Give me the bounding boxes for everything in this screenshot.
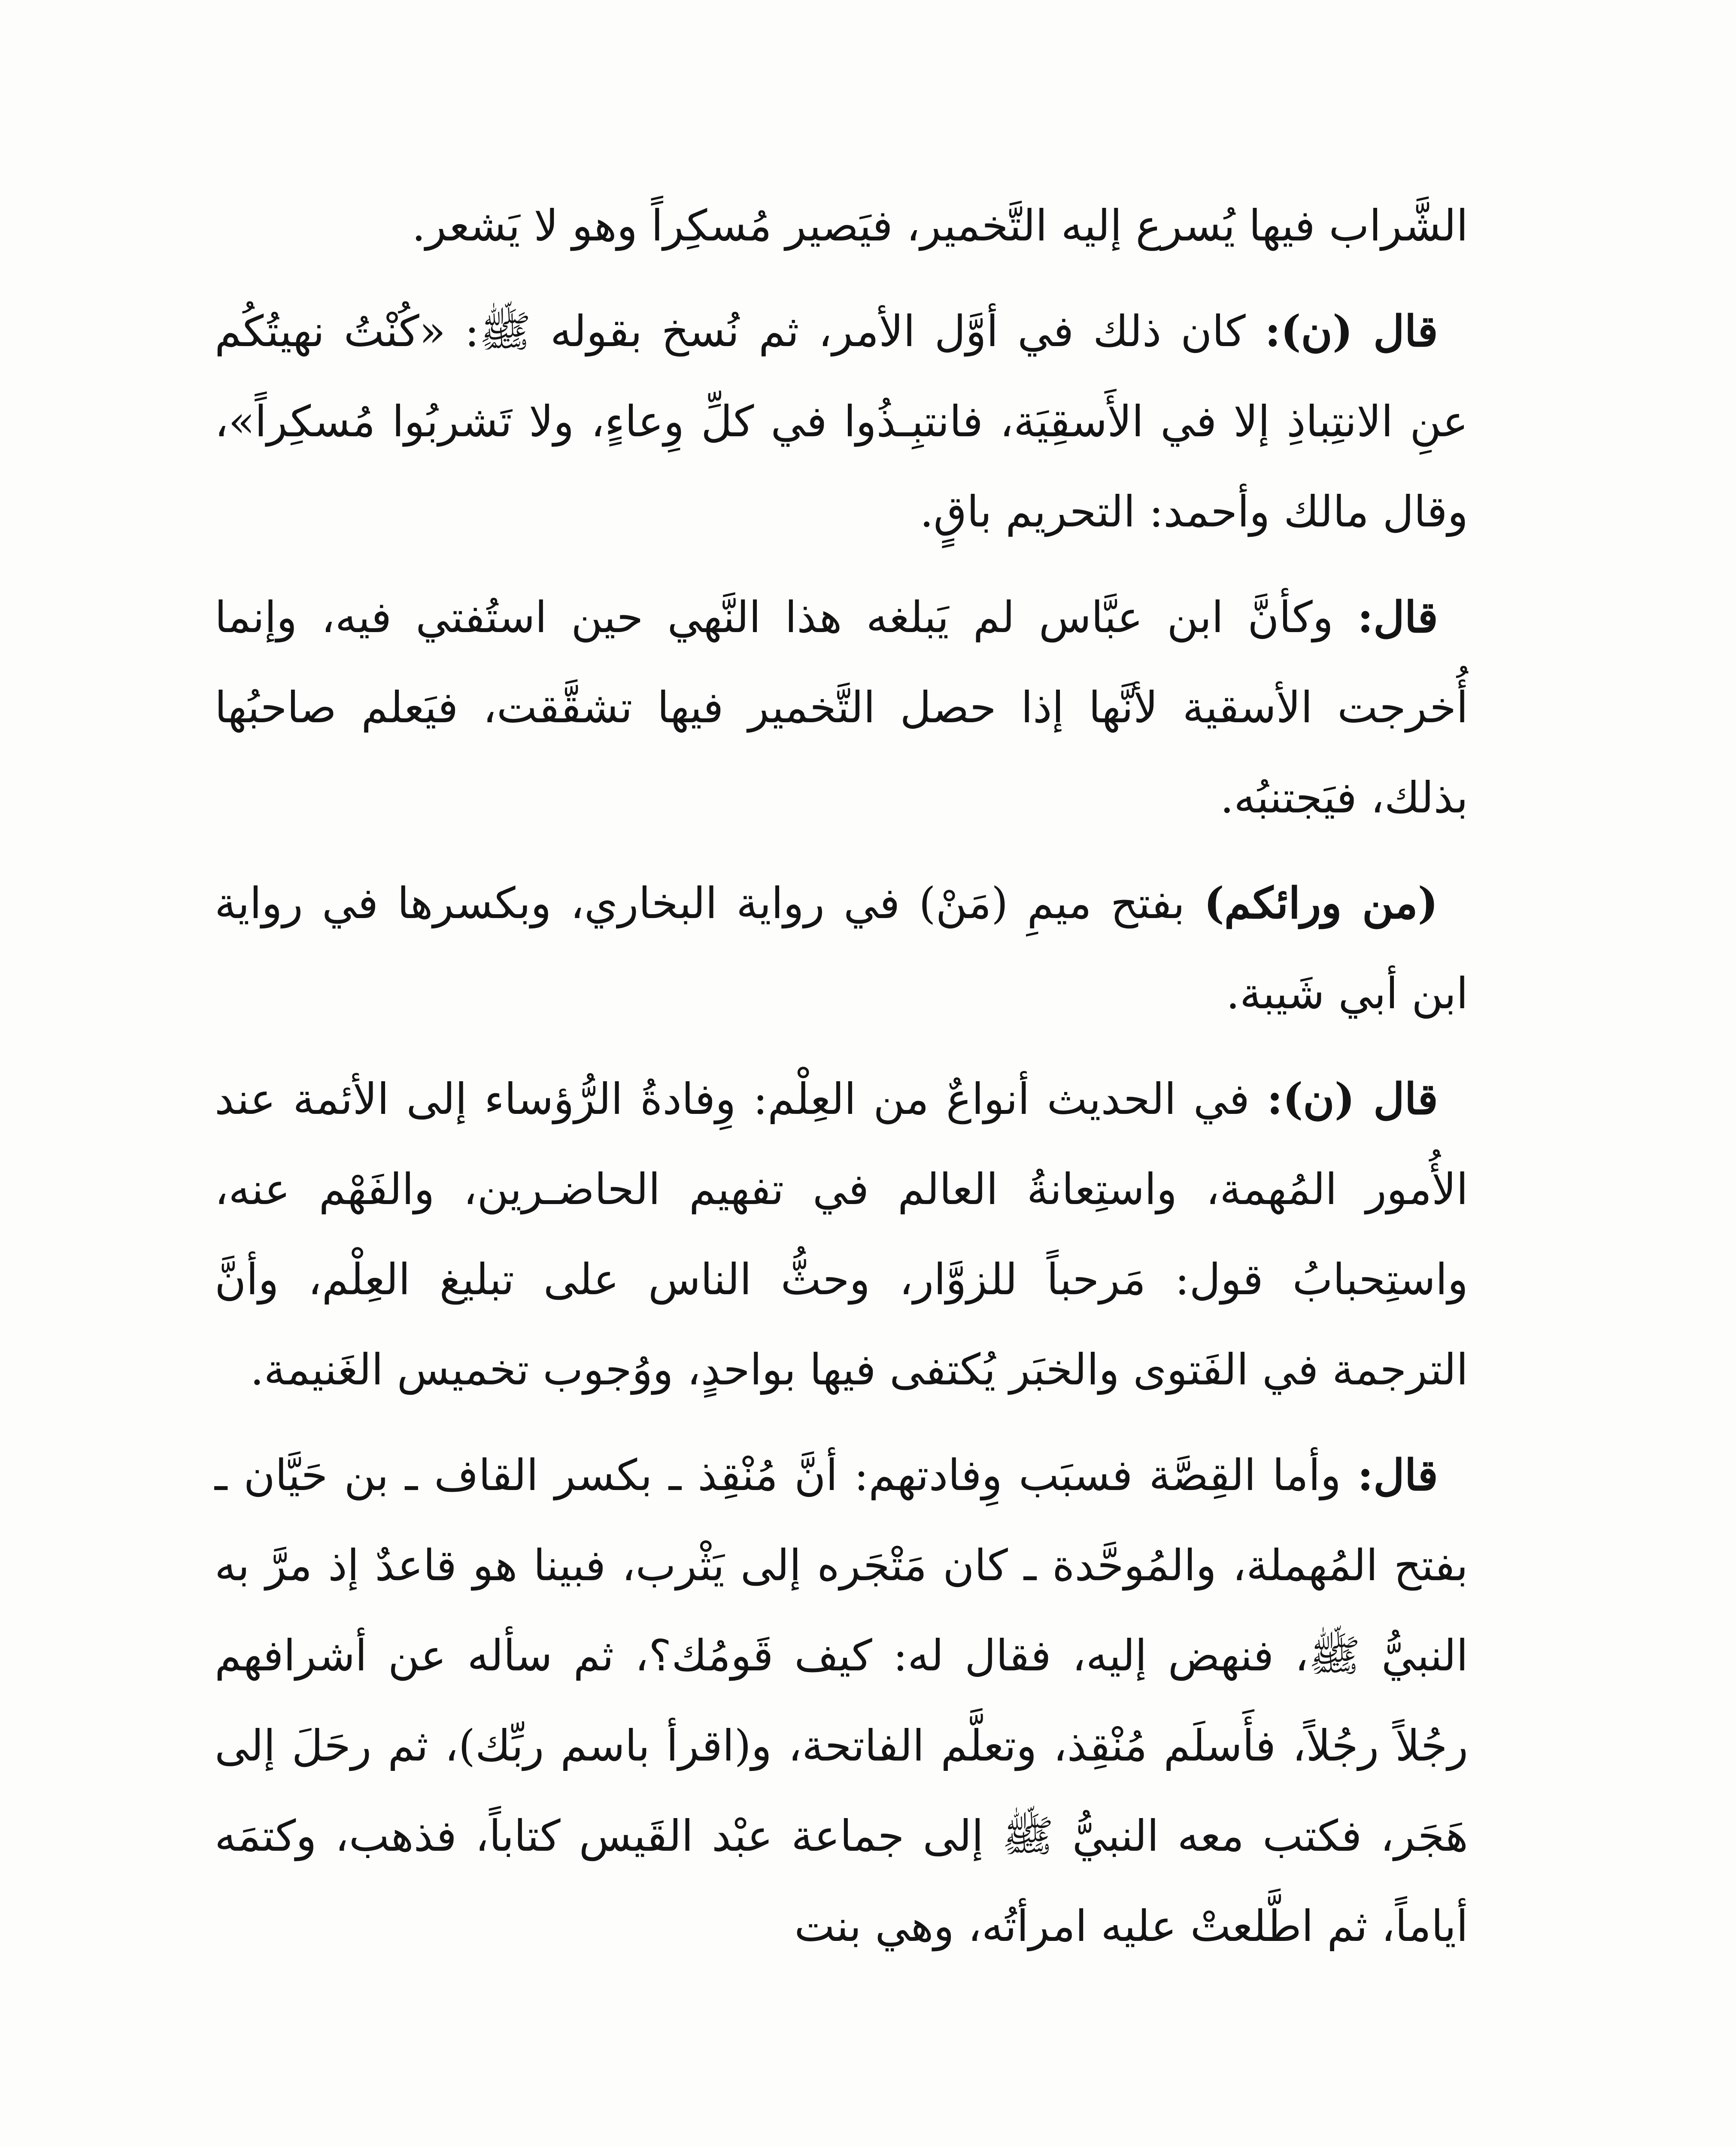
paragraph-text: بفتح ميمِ (مَنْ) في رواية البخاري، وبكسرها في رواية ابن أبي شَيبة. (215, 878, 1468, 1019)
paragraph-text: وأما القِصَّة فسبَب وِفادتهم: أنَّ مُنْقِذ ـ بكسر القاف ـ بن حَيَّان ـ بفتح المُهملة، والمُوحَّدة ـ كان مَتْجَره إلى يَثْرب، فبينا هو قاعدٌ إذ مرَّ به النبيُّ ﷺ، فنهض إليه، فقال له: كيف قَومُك؟، ثم سأله عن أشرافهم رجُلاً رجُلاً، فأَسلَم مُنْقِذ، وتعلَّم الفاتحة، و(اقرأ باسم ربِّك)، ثم رحَلَ إلى هَجَر، فكتب معه النبيُّ ﷺ إلى جماعة عبْد القَيس كتاباً، فذهب، وكتمَه أياماً، ثم اطَّلعتْ عليه امرأتُه، وهي بنت (215, 1450, 1468, 1951)
paragraph-continuation (215, 180, 1468, 271)
page-body (215, 180, 1468, 1986)
paragraph-text: كان ذلك في أوَّل الأمر، ثم نُسخ بقوله ﷺ: «كُنْتُ نهيتُكُم عنِ الانتِباذِ إلا في الأَسقِيَة، فانتبِـذُوا في كلِّ وِعاءٍ، ولا تَشربُوا مُسكِراً»، وقال مالك وأحمد: التحريم باقٍ. (215, 306, 1468, 537)
paragraph-text: الشَّراب فيها يُسرع إليه التَّخمير، فيَصير مُسكِراً وهو لا يَشعر. (412, 201, 1468, 251)
paragraph (215, 1430, 1468, 1971)
paragraph-text: في الحديث أنواعٌ من العِلْم: وِفادةُ الرُّؤساء إلى الأئمة عند الأُمور المُهمة، واستِعانةُ العالم في تفهيم الحاضـرين، والفَهْم عنه، واستِحبابُ قول: مَرحباً للزوَّار، وحثُّ الناس على تبليغ العِلْم، وأنَّ الترجمة في الفَتوى والخبَر يُكتفى فيها بواحدٍ، ووُجوب تخميس الغَنيمة. (215, 1074, 1468, 1395)
paragraph (215, 572, 1468, 843)
paragraph (215, 286, 1468, 557)
paragraph-lead: قال: (1357, 1450, 1438, 1500)
paragraph-text: وكأنَّ ابن عبَّاس لم يَبلغه هذا النَّهي حين استُفتي فيه، وإنما أُخرجت الأسقية لأنَّها إذا حصل التَّخمير فيها تشقَّقت، فيَعلم صاحبُها بذلك، فيَجتنبُه. (215, 592, 1468, 823)
paragraph (215, 1054, 1468, 1415)
paragraph-lead: قال: (1357, 592, 1438, 642)
paragraph-lead: قال (ن): (1265, 306, 1438, 356)
paragraph-lead: (من ورائكم) (1204, 878, 1438, 928)
paragraph-lead: قال (ن): (1267, 1074, 1438, 1124)
paragraph (215, 858, 1468, 1039)
